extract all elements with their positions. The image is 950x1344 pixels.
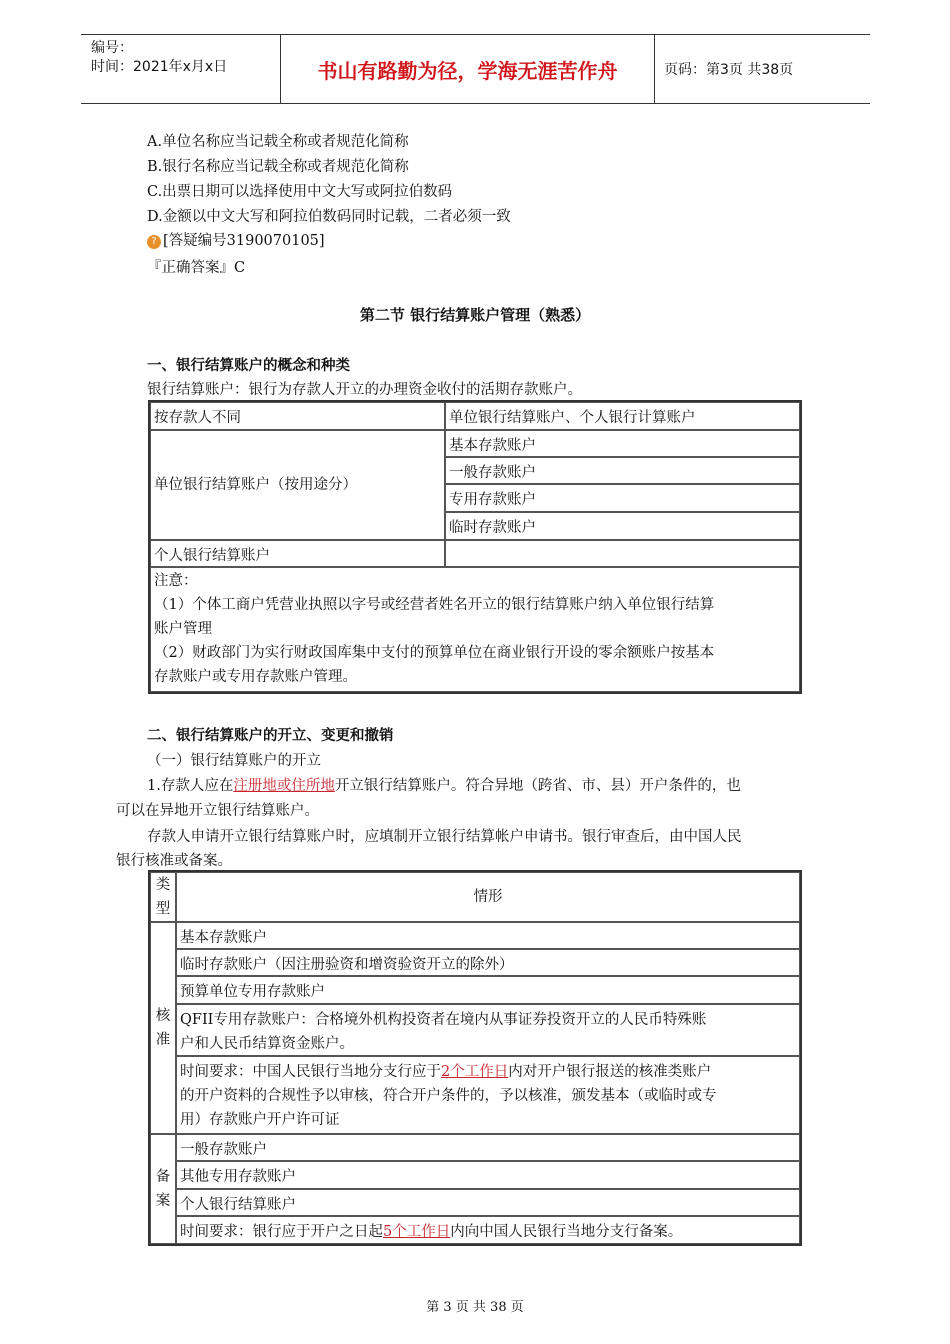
option-b: B.银行名称应当记载全称或者规范化简称 <box>147 159 409 175</box>
header-page-label: 页码：第3页 共38页 <box>664 62 794 78</box>
approve-char-2: 准 <box>155 1032 171 1048</box>
approve-time-line1 <box>180 1060 796 1084</box>
option-d: D.金额以中文大写和阿拉伯数码同时记载，二者必须一致 <box>147 209 511 225</box>
note-title: 注意： <box>154 573 198 589</box>
note-2a: （2）财政部门为实行财政国库集中支付的预算单位在商业银行开设的零余额账户按基本 <box>154 645 715 661</box>
option-c: C.出票日期可以选择使用中文大写或阿拉伯数码 <box>147 184 453 200</box>
option-a: A.单位名称应当记载全称或者规范化简称 <box>147 134 409 150</box>
t2-record-row: 其他专用存款账户 <box>176 1161 800 1189</box>
account-definition: 银行结算账户：银行为存款人开立的办理资金收付的活期存款账户。 <box>147 382 582 398</box>
record-time-post: 内向中国人民银行当地分支行备案。 <box>450 1224 683 1240</box>
t2-desc-head <box>176 872 800 922</box>
table1-unit-type: 基本存款账户 <box>445 430 800 457</box>
table1-unit-label <box>150 430 445 540</box>
part2-p1 <box>147 774 741 795</box>
question-icon[interactable]: ? <box>147 235 161 249</box>
approve-time-highlight: 2个工作日 <box>441 1064 509 1080</box>
qfii-a: QFII专用存款账户：合格境外机构投资者在境内从事证券投资开立的人民币特殊账 <box>180 1012 707 1028</box>
part2-heading: 二、银行结算账户的开立、变更和撤销 <box>147 728 394 744</box>
part2-p1-cont: 可以在异地开立银行结算账户。 <box>116 803 319 819</box>
p1-post: 开立银行结算账户。符合异地（跨省、市、县）开户条件的，也 <box>334 778 741 794</box>
record-char-1: 备 <box>155 1169 171 1185</box>
part2-sub1: （一）银行结算账户的开立 <box>147 753 321 769</box>
section-title: 第二节 银行结算账户管理（熟悉） <box>359 306 591 324</box>
t2-record-row: 一般存款账户 <box>176 1134 800 1161</box>
part2-p2a: 存款人申请开立银行结算账户时，应填制开立银行结算帐户申请书。银行审查后，由中国人民 <box>147 829 742 845</box>
qa-reference[interactable] <box>147 229 325 250</box>
t2-qfii <box>176 1004 800 1056</box>
t2-approve-row: 基本存款账户 <box>176 922 800 949</box>
table1-unit-type: 临时存款账户 <box>445 512 800 540</box>
table1-note <box>150 567 800 692</box>
record-char-2: 案 <box>155 1193 171 1209</box>
t2-record-time <box>176 1216 800 1244</box>
unit-label-text: 单位银行结算账户（按用途分） <box>154 477 357 493</box>
t2-approve-time <box>176 1056 800 1134</box>
table1-unit-type: 专用存款账户 <box>445 484 800 512</box>
t2-approve-label <box>150 922 176 1134</box>
part1-heading: 一、银行结算账户的概念和种类 <box>147 358 350 374</box>
p1-pre: 1.存款人应在 <box>147 778 234 794</box>
note-2b: 存款账户或专用存款账户管理。 <box>154 669 357 685</box>
t2-record-label <box>150 1134 176 1244</box>
approve-char-1: 核 <box>155 1008 171 1024</box>
qa-ref-text: [答疑编号3190070105] <box>163 233 325 249</box>
part2-p2b: 银行核准或备案。 <box>116 853 232 869</box>
page-footer: 第 3 页 共 38 页 <box>426 1300 524 1315</box>
correct-answer: 『正确答案』C <box>147 260 246 276</box>
type-head-2: 型 <box>155 901 171 917</box>
t2-type-head <box>150 872 176 922</box>
record-time-highlight: 5个工作日 <box>383 1224 451 1240</box>
approve-time-line2: 的开户资料的合规性予以审核，符合开户条件的，予以核准，颁发基本（或临时或专 <box>180 1088 717 1104</box>
table1-personal-empty <box>445 540 800 567</box>
time-label: 时间：2021年x月x日 <box>91 59 228 75</box>
t2-approve-row: 临时存款账户（因注册验资和增资验资开立的除外） <box>176 949 800 976</box>
note-1b: 账户管理 <box>154 621 212 637</box>
table1-personal: 个人银行结算账户 <box>150 540 445 567</box>
note-1a: （1）个体工商户凭营业执照以字号或经营者姓名开立的银行结算账户纳入单位银行结算 <box>154 597 715 613</box>
qfii-b: 户和人民币结算资金账户。 <box>180 1036 354 1052</box>
table1-r1-right: 单位银行结算账户、个人银行计算账户 <box>445 402 800 430</box>
approve-time-pre: 时间要求：中国人民银行当地分支行应于 <box>180 1064 441 1080</box>
record-time-pre: 时间要求：银行应于开户之日起 <box>180 1224 383 1240</box>
type-head-1: 类 <box>155 877 171 893</box>
approve-time-line3: 用）存款账户开户许可证 <box>180 1112 340 1128</box>
table1-unit-type: 一般存款账户 <box>445 457 800 484</box>
header-meta <box>81 35 281 103</box>
desc-head-text: 情形 <box>473 889 503 905</box>
number-label: 编号： <box>91 40 133 56</box>
t2-record-row: 个人银行结算账户 <box>176 1189 800 1216</box>
table1-r1-left: 按存款人不同 <box>150 402 445 430</box>
t2-approve-row: 预算单位专用存款账户 <box>176 976 800 1004</box>
p1-highlight: 注册地或住所地 <box>233 778 335 794</box>
page-header <box>81 34 870 104</box>
header-motto: 书山有路勤为径，学海无涯苦作舟 <box>281 35 655 103</box>
approve-time-post: 内对开户银行报送的核准类账户 <box>508 1064 712 1080</box>
